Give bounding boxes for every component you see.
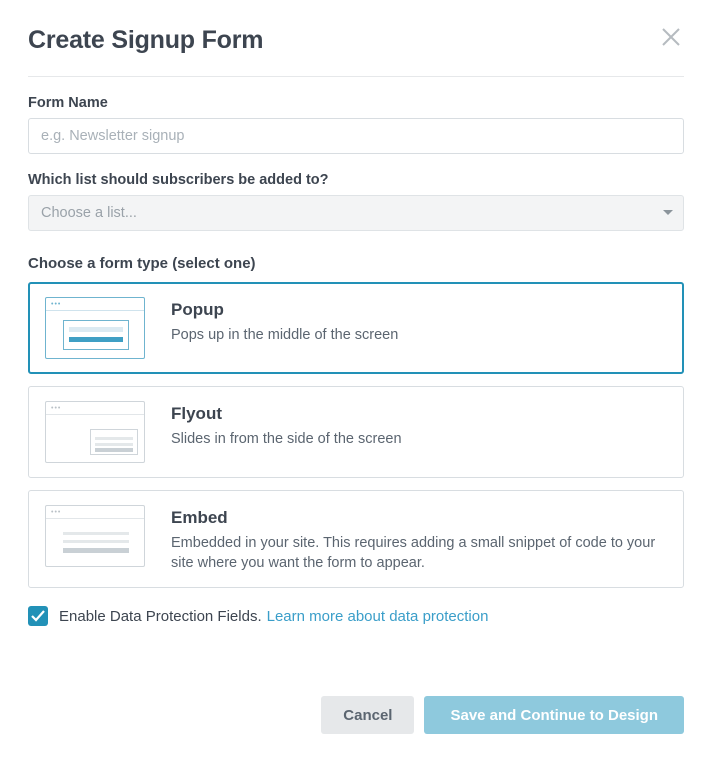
form-type-title: Embed: [171, 508, 228, 527]
dialog-footer: [321, 696, 684, 734]
embed-preview-icon: •••: [45, 505, 145, 567]
flyout-preview-icon: •••: [45, 401, 145, 463]
form-type-option-flyout[interactable]: [28, 386, 684, 478]
popup-preview-icon: •••: [45, 297, 145, 359]
form-type-label: Choose a form type (select one): [28, 255, 256, 272]
form-name-input[interactable]: [28, 118, 684, 154]
data-protection-learn-more-link[interactable]: Learn more about data protection: [266, 607, 489, 625]
form-name-label: Form Name: [28, 95, 108, 111]
close-icon[interactable]: [658, 24, 684, 50]
list-select[interactable]: [28, 195, 684, 231]
dialog-header: [28, 0, 684, 77]
data-protection-label: Enable Data Protection Fields.: [59, 607, 262, 625]
list-select-value[interactable]: Choose a list...: [28, 195, 684, 231]
form-type-option-popup[interactable]: [28, 282, 684, 374]
form-type-description: Slides in from the side of the screen: [171, 431, 402, 447]
data-protection-checkbox[interactable]: [28, 606, 48, 626]
form-type-title: Flyout: [171, 404, 222, 423]
form-type-description: Embedded in your site. This requires adding a small snippet of code to your site where you want the form to appear.: [171, 535, 656, 571]
cancel-button[interactable]: Cancel: [321, 696, 414, 734]
form-type-title: Popup: [171, 300, 224, 319]
page-title: Create Signup Form: [28, 26, 264, 54]
save-and-continue-button[interactable]: Save and Continue to Design: [424, 696, 684, 734]
form-type-option-embed[interactable]: [28, 490, 684, 588]
form-type-description: Pops up in the middle of the screen: [171, 327, 399, 343]
data-protection-row: [28, 606, 684, 626]
check-icon: [31, 610, 45, 622]
list-select-label: Which list should subscribers be added to?: [28, 172, 329, 188]
